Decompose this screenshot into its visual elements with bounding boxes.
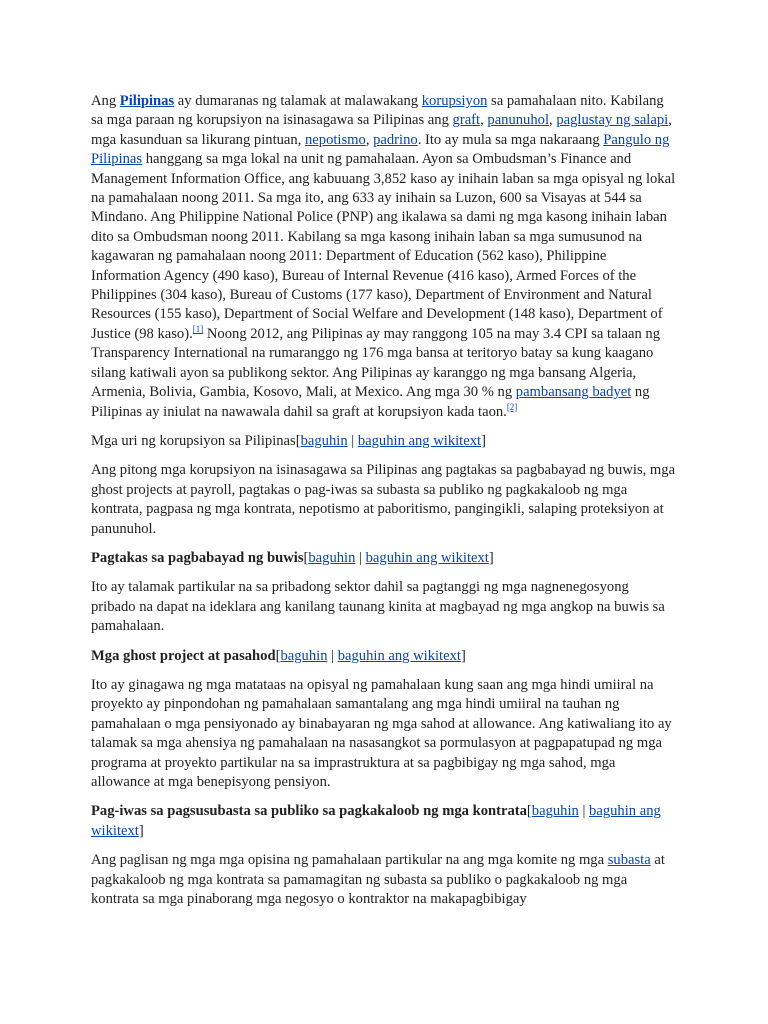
link-subasta[interactable]: subasta bbox=[607, 852, 651, 869]
text: . Ito ay mula sa mga nakaraang bbox=[417, 131, 604, 148]
link-padrino[interactable]: padrino bbox=[373, 131, 418, 148]
separator: | bbox=[347, 432, 358, 449]
paragraph-buwis: Ito ay talamak partikular na sa pribadong sektor dahil sa pagtanggi ng mga nagnenegosyong pribado na dapat na ideklara ang kanilang taunang kinita at magbayad ng mga angkop na buwis sa pamahalaan. bbox=[91, 579, 665, 635]
article-body bbox=[91, 92, 676, 919]
reference-1[interactable]: [1] bbox=[192, 324, 204, 335]
intro-paragraph bbox=[91, 92, 676, 422]
text: hanggang sa mga lokal na unit ng pamahalaan. Ayon sa Ombudsman’s Finance and Management Information Office, ang kabuuang 3,852 kaso ay inihain laban sa mga opisyal ng lokal na pamahalaan noong 2011. Sa mga ito, ang 633 ay inihain sa Luzon, 600 sa Visayas at 544 sa Mindano. Ang Philippine National Police (PNP) ang ikalawa sa dami ng mga kasong inihain laban dito sa Ombudsman noong 2011. Kabilang sa mga kasong inihain laban sa mga sumusunod na kagawaran ng pamahalaan noong 2011: Department of Education (562 kaso), Philippine Information Agency (490 kaso), Bureau of Internal Revenue (416 kaso), Armed Forces of the Philippines (304 kaso), Bureau of Customs (177 kaso), Department of Environment and Natural Resources (155 kaso), Department of Social Welfare and Development (148 kaso), Department of Justice (98 kaso). bbox=[91, 151, 676, 342]
text: , bbox=[365, 131, 374, 148]
paragraph-ghost-project: Ito ay ginagawa ng mga matataas na opisyal ng pamahalaan kung saan ang mga hindi umiiral na proyekto ay pinpondohan ng pamahalaan samantalang ang mga hindi umiiral na tauhan ng pamahalaan o mga pensiyonado ay binabayaran ng mga sahod at allowance. Ang katiwaliang ito ay talamak sa mga ahensiya ng pamahalaan na nasasangkot sa pormulasyon at pagpapatupad ng mga programa at proyekto partikular na sa imprastruktura at sa pagbibigay ng mga sahod, mga allowance at mga benepisyong pensiyon. bbox=[91, 676, 672, 790]
section-heading-mga-uri: Mga uri ng korupsiyon sa Pilipinas[baguhin | baguhin ang wikitext] bbox=[91, 432, 486, 449]
text: ng Pilipinas ay iniulat na nawawala dahil sa graft at korupsiyon kada taon. bbox=[91, 384, 650, 420]
section-title: Pagtakas sa pagbabayad ng buwis bbox=[91, 549, 304, 566]
separator: | bbox=[327, 647, 338, 664]
edit-wikitext-link[interactable]: baguhin ang wikitext bbox=[365, 549, 489, 566]
edit-wikitext-link[interactable]: baguhin ang wikitext bbox=[357, 432, 482, 449]
link-pilipinas[interactable]: Pilipinas bbox=[119, 93, 175, 109]
paragraph-kontrata bbox=[91, 851, 676, 909]
link-pambansang-badyet[interactable]: pambansang badyet bbox=[515, 384, 632, 401]
text: at pagkakaloob ng mga kontrata sa pamamagitan ng subasta sa publiko o pagkakaloob ng mga kontrata sa mga pinaborang mga negosyo o kontraktor na makapagbibigay bbox=[91, 852, 665, 908]
edit-link[interactable]: baguhin bbox=[280, 647, 328, 664]
text: , mga kasunduan sa likurang pintuan, bbox=[91, 112, 672, 148]
edit-link[interactable]: baguhin bbox=[300, 432, 348, 449]
text: , bbox=[549, 112, 557, 129]
section-heading-kontrata: Pag-iwas sa pagsusubasta sa publiko sa pagkakaloob ng mga kontrata[baguhin | baguhin ang wikitext] bbox=[91, 803, 661, 839]
edit-link[interactable]: baguhin bbox=[531, 803, 579, 820]
text: Ang paglisan ng mga mga opisina ng pamahalaan partikular na ang mga komite ng mga bbox=[91, 852, 608, 869]
separator: | bbox=[355, 549, 366, 566]
text: Ang bbox=[91, 93, 120, 109]
section-heading-buwis: Pagtakas sa pagbabayad ng buwis[baguhin | baguhin ang wikitext] bbox=[91, 549, 494, 566]
reference-2[interactable]: [2] bbox=[506, 401, 518, 412]
link-paglustay[interactable]: paglustay ng salapi bbox=[556, 112, 669, 129]
section-title: Pag-iwas sa pagsusubasta sa publiko sa pagkakaloob ng mga kontrata bbox=[91, 803, 527, 820]
separator: | bbox=[578, 803, 590, 820]
edit-wikitext-link[interactable]: baguhin ang wikitext bbox=[91, 803, 661, 839]
text: ay dumaranas ng talamak at malawakang bbox=[174, 93, 422, 109]
link-korupsiyon[interactable]: korupsiyon bbox=[421, 93, 488, 109]
text: sa pamahalaan nito. Kabilang sa mga paraan ng korupsiyon na isinasagawa sa Pilipinas ang bbox=[91, 93, 664, 129]
section-heading-ghost-project: Mga ghost project at pasahod[baguhin | baguhin ang wikitext] bbox=[91, 647, 466, 664]
link-nepotismo[interactable]: nepotismo bbox=[305, 131, 366, 148]
section-title: Mga uri ng korupsiyon sa Pilipinas bbox=[91, 432, 296, 449]
link-graft[interactable]: graft bbox=[452, 112, 481, 129]
link-panunuhol[interactable]: panunuhol bbox=[487, 112, 550, 129]
section-title: Mga ghost project at pasahod bbox=[91, 647, 276, 664]
text: Noong 2012, ang Pilipinas ay may ranggong 105 na may 3.4 CPI sa talaan ng Transparency International na rumaranggo ng 176 mga bansa at teritoryo batay sa kung kaagano silang katiwali ayon sa publikong sektor. Ang Pilipinas ay karanggo ng mga bansang Algeria, Armenia, Bolivia, Gambia, Kosovo, Mali, at Mexico. Ang mga 30 % ng bbox=[91, 325, 661, 401]
link-pangulo[interactable]: Pangulo ng Pilipinas bbox=[91, 131, 670, 168]
text: , bbox=[480, 112, 488, 129]
edit-wikitext-link[interactable]: baguhin ang wikitext bbox=[337, 647, 461, 664]
edit-link[interactable]: baguhin bbox=[308, 549, 356, 566]
paragraph-pitong-korupsiyon: Ang pitong mga korupsiyon na isinasagawa sa Pilipinas ang pagtakas sa pagbabayad ng buwis, mga ghost projects at payroll, pagtakas o pag-iwas sa subasta sa publiko ng pagkakaloob ng mga kontrata, pagpasa ng mga kontrata, nepotismo at paboritismo, pangingikli, salaping proteksiyon at panunuhol. bbox=[91, 462, 676, 537]
